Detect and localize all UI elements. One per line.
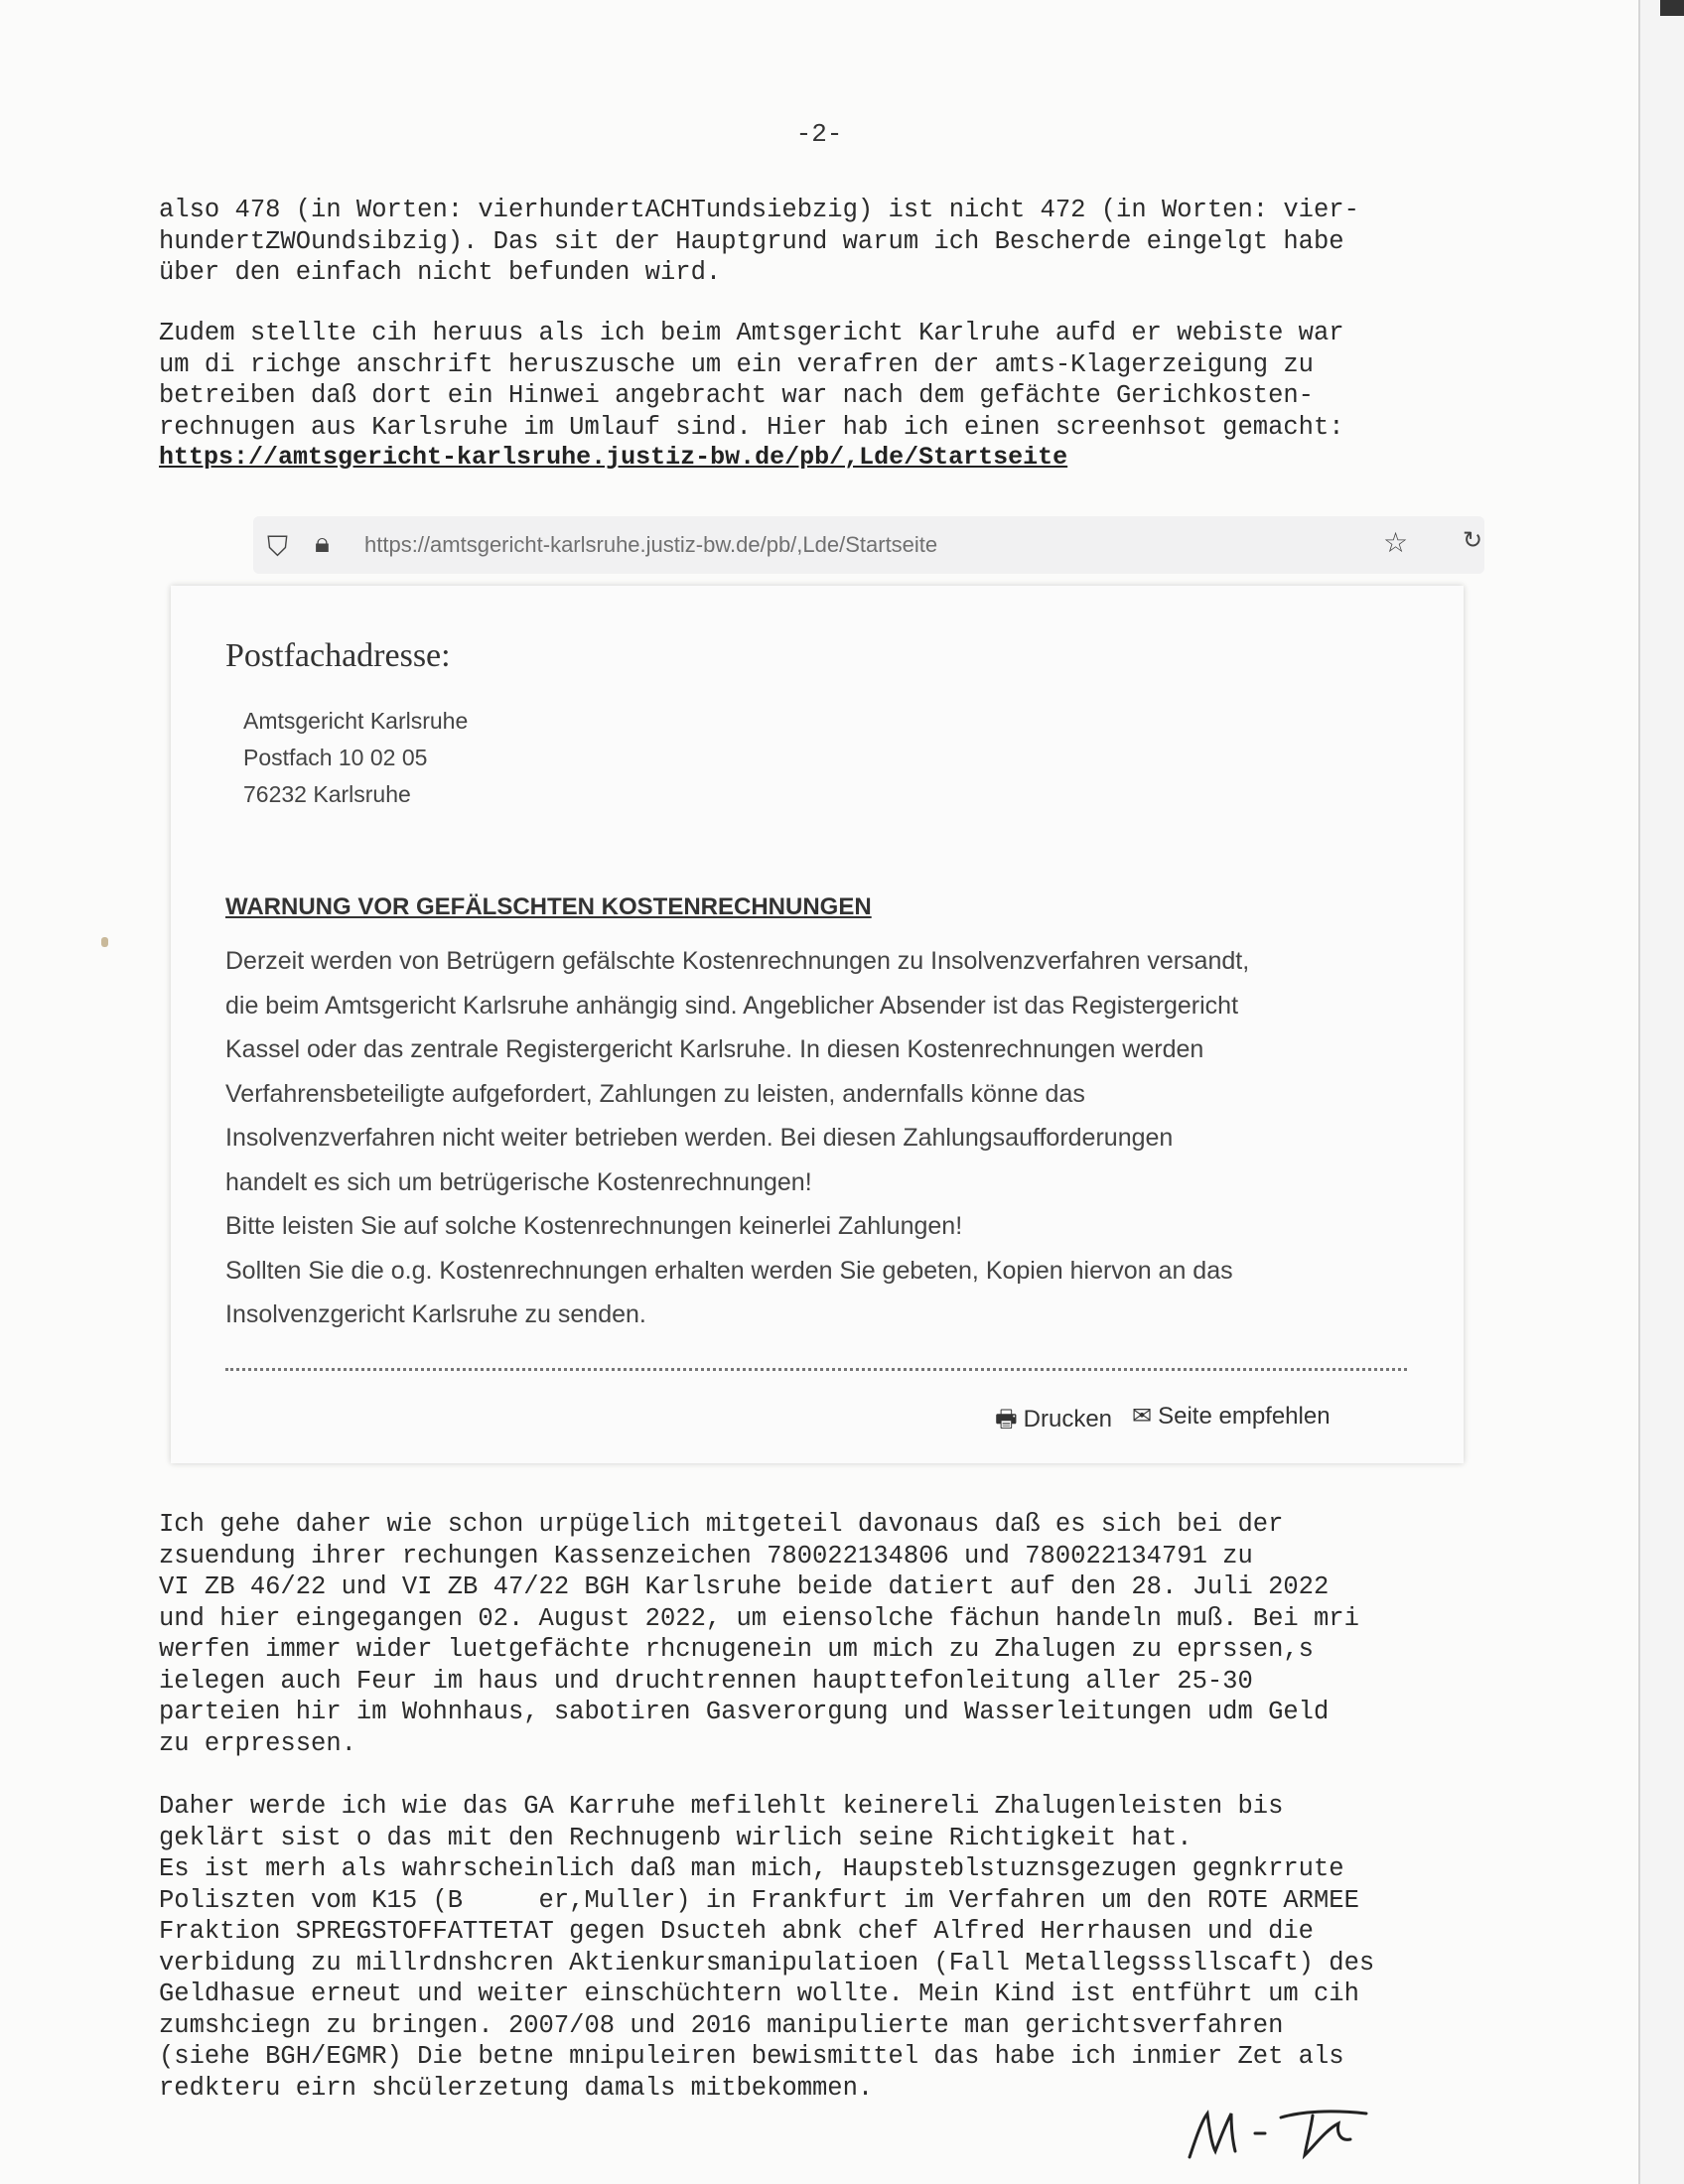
warning-line: Kassel oder das zentrale Registergericht Karlsruhe. In diesen Kostenrechnungen werden xyxy=(225,1035,1204,1063)
text-line: Poliszten vom K15 (B er,Muller) in Frankfurt im Verfahren um den ROTE ARMEE xyxy=(159,1885,1359,1915)
address-line: Postfach 10 02 05 xyxy=(243,745,428,770)
recommend-page-button[interactable] xyxy=(1132,1402,1331,1431)
paper-mark xyxy=(101,937,108,947)
reload-icon: ↻ xyxy=(1463,526,1483,554)
text-line: (siehe BGH/EGMR) Die betne mnipuleiren bewismittel das habe ich inmier Zet als xyxy=(159,2042,1344,2071)
envelope-icon: ✉ xyxy=(1132,1402,1153,1430)
recommend-label: Seite empfehlen xyxy=(1158,1403,1331,1430)
shield-icon: ⛉ xyxy=(267,530,289,563)
court-website-link[interactable]: https://amtsgericht-karlsruhe.justiz-bw.de/pb/,Lde/Startseite xyxy=(159,443,1068,472)
warning-line: handelt es sich um betrügerische Kostenrechnungen! xyxy=(225,1167,812,1196)
warning-line: Insolvenzverfahren nicht weiter betrieben werden. Bei diesen Zahlungsaufforderungen xyxy=(225,1124,1174,1152)
warning-line: Derzeit werden von Betrügern gefälschte Kostenrechnungen zu Insolvenzverfahren versandt, xyxy=(225,947,1250,975)
text-line: verbidung zu millrdnshcren Aktienkursmanipulatioen (Fall Metallegsssllscaft) des xyxy=(159,1948,1375,1978)
browser-address-bar xyxy=(253,516,1484,574)
paragraph-3 xyxy=(159,1509,1359,1759)
warning-line: die beim Amtsgericht Karlsruhe anhängig sind. Angeblicher Absender ist das Registergericht xyxy=(225,991,1239,1020)
text-line: VI ZB 46/22 und VI ZB 47/22 BGH Karlsruhe beide datiert auf den 28. Juli 2022 xyxy=(159,1572,1330,1601)
text-line: geklärt sist o das mit den Rechnugenb wirlich seine Richtigkeit hat. xyxy=(159,1823,1193,1852)
text-line: Es ist merh als wahrscheinlich daß man mich, Haupsteblstuznsgezugen gegnkrrute xyxy=(159,1854,1344,1883)
star-icon: ☆ xyxy=(1383,526,1409,559)
page-number: -2- xyxy=(795,119,843,149)
text-line: rechnugen aus Karlsruhe im Umlauf sind. Hier hab ich einen screenhsot gemacht: xyxy=(159,412,1344,442)
printer-icon: 🖶 xyxy=(995,1405,1018,1433)
text-line: betreiben daß dort ein Hinwei angebracht war nach dem gefächte Gerichkosten- xyxy=(159,381,1314,410)
text-line: hundertZWOundsibzig). Das sit der Hauptgrund warum ich Bescherde eingelgt habe xyxy=(159,226,1344,256)
print-label: Drucken xyxy=(1023,1406,1113,1433)
warning-line: Verfahrensbeteiligte aufgefordert, Zahlungen zu leisten, andernfalls könne das xyxy=(225,1079,1085,1108)
text-line: parteien hir im Wohnhaus, sabotiren Gasverorgung und Wasserleitungen udm Geld xyxy=(159,1698,1330,1726)
text-line: und hier eingegangen 02. August 2022, um eiensolche fächun handeln muß. Bei mri xyxy=(159,1603,1359,1633)
paragraph-1 xyxy=(159,195,1359,289)
text-line: Daher werde ich wie das GA Karruhe mefilehlt keinereli Zhalugenleisten bis xyxy=(159,1792,1284,1821)
warning-text xyxy=(225,939,1249,1337)
warning-line: Insolvenzgericht Karlsruhe zu senden. xyxy=(225,1300,646,1328)
text-line: zumshciegn zu bringen. 2007/08 und 2016 manipulierte man gerichtsverfahren xyxy=(159,2010,1284,2040)
paragraph-4 xyxy=(159,1791,1374,2104)
text-line: Ich gehe daher wie schon urpügelich mitgeteil davonaus daß es sich bei der xyxy=(159,1510,1284,1539)
handwritten-signature xyxy=(1182,2100,1380,2169)
text-line: um di richge anschrift heruszusche um ein verafren der amts-Klagerzeigung zu xyxy=(159,349,1314,379)
text-line: ielegen auch Feur im haus und druchtrennen haupttefonleitung aller 25-30 xyxy=(159,1666,1253,1696)
address-line: Amtsgericht Karlsruhe xyxy=(243,708,469,734)
scan-edge xyxy=(1638,0,1684,2184)
text-line: zu erpressen. xyxy=(159,1728,356,1758)
text-line: Zudem stellte cih heruus als ich beim Amtsgericht Karlruhe aufd er webiste war xyxy=(159,319,1344,347)
warning-line: Sollten Sie die o.g. Kostenrechnungen erhalten werden Sie gebeten, Kopien hiervon an das xyxy=(225,1256,1233,1285)
warning-line: Bitte leisten Sie auf solche Kostenrechnungen keinerlei Zahlungen! xyxy=(225,1212,963,1240)
text-line: Geldhasue erneut und weiter einschüchtern wollte. Mein Kind ist entführt um cih xyxy=(159,1979,1359,2008)
print-button[interactable] xyxy=(995,1402,1112,1442)
dotted-divider xyxy=(225,1368,1407,1371)
postbox-address xyxy=(243,703,468,813)
warning-heading: WARNUNG VOR GEFÄLSCHTEN KOSTENRECHNUNGEN xyxy=(225,893,872,920)
postbox-title: Postfachadresse: xyxy=(225,637,451,674)
paragraph-2 xyxy=(159,318,1344,443)
court-webpage-panel xyxy=(171,586,1464,1463)
text-line: redkteru eirn shcülerzetung damals mitbekommen. xyxy=(159,2073,874,2103)
text-line: werfen immer wider luetgefächte rhcnugenein um mich zu Zhalugen zu eprssen,s xyxy=(159,1635,1314,1664)
text-line: Fraktion SPREGSTOFFATTETAT gegen Dsucteh abnk chef Alfred Herrhausen und die xyxy=(159,1917,1314,1946)
text-line: über den einfach nicht befunden wird. xyxy=(159,258,722,287)
address-line: 76232 Karlsruhe xyxy=(243,781,411,807)
lock-icon: 🔒︎ xyxy=(315,526,330,559)
text-line: also 478 (in Worten: vierhundertACHTundsiebzig) ist nicht 472 (in Worten: vier- xyxy=(159,196,1359,224)
text-line: zsuendung ihrer rechungen Kassenzeichen 780022134806 und 780022134791 zu xyxy=(159,1541,1253,1570)
browser-url: https://amtsgericht-karlsruhe.justiz-bw.de/pb/,Lde/Startseite xyxy=(364,532,938,557)
